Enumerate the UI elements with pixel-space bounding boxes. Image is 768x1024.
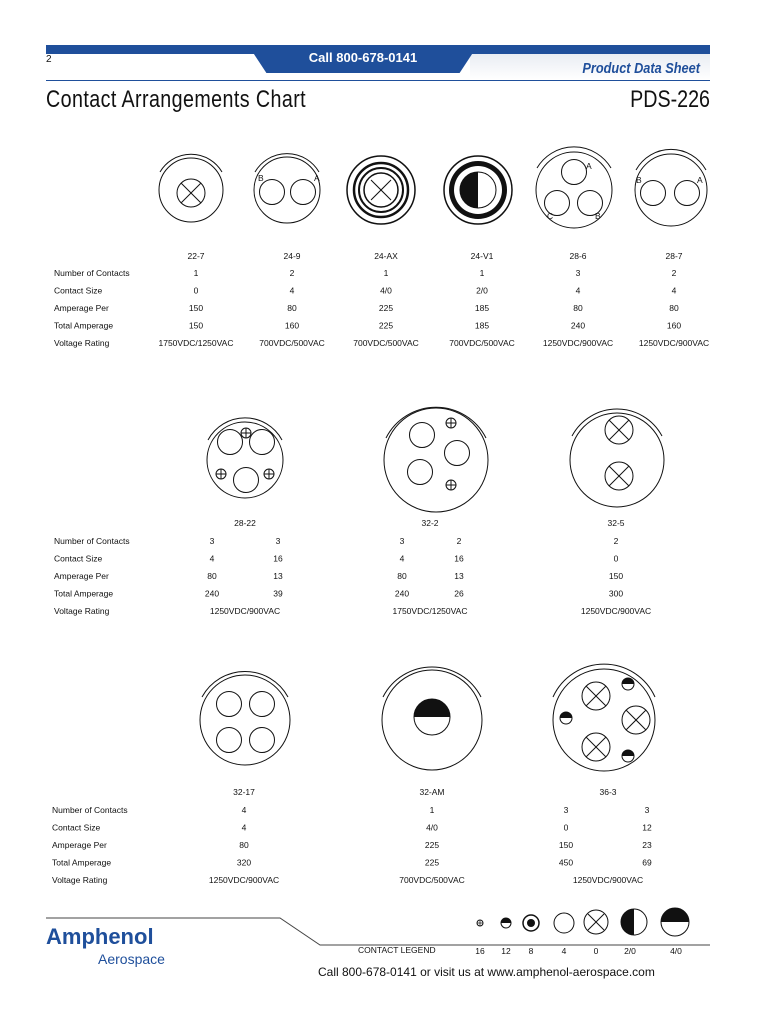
legend-size: 0 [593, 946, 599, 956]
row-label: Amperage Per [52, 840, 107, 850]
table-cell: 1250VDC/900VAC [208, 875, 280, 885]
table-cell: 160 [284, 320, 300, 331]
table-cell: 4 [241, 822, 247, 833]
arrangement-code: 32-2 [421, 518, 439, 528]
table-cell: 4/0 [426, 822, 438, 833]
table-cell: 4 [209, 553, 215, 564]
legend-symbols [477, 908, 689, 936]
table-cell: 1750VDC/1250VAC [158, 338, 234, 348]
table-cell: 225 [378, 303, 394, 313]
table-cell: 700VDC/500VAC [259, 338, 325, 348]
table-cell: 700VDC/500VAC [449, 338, 515, 348]
legend-size: 2/0 [624, 946, 636, 956]
table-cell: 1 [479, 268, 485, 278]
shell-28-22 [207, 418, 283, 498]
shell-32-17 [200, 671, 290, 765]
table-cell: 0 [613, 553, 619, 564]
row-label: Contact Size [54, 553, 103, 564]
table-cell: 225 [378, 320, 394, 331]
row-label: Amperage Per [54, 303, 109, 313]
arrangement-code: 24-AX [374, 251, 398, 261]
table-cell: 16 [273, 553, 283, 564]
table-cell: 0 [563, 822, 569, 833]
table-cell: 39 [273, 588, 283, 599]
table-cell: 1 [193, 268, 199, 278]
legend-size: 4/0 [670, 946, 682, 956]
arrangement-code: 24-V1 [470, 251, 494, 261]
pin-letter-a: A [314, 173, 320, 183]
table-cell: 150 [188, 303, 204, 313]
table-cell: 1 [429, 805, 435, 815]
table-cell: 4 [575, 285, 581, 296]
shell-28-7 [635, 149, 707, 226]
table-cell: 13 [273, 571, 283, 581]
table-cell: 4/0 [380, 285, 392, 296]
legend-size: 4 [561, 946, 567, 956]
shell-36-3 [553, 664, 655, 771]
table-cell: 700VDC/500VAC [399, 875, 465, 885]
pin-letter-c: C [547, 211, 554, 221]
table-cell: 1250VDC/900VAC [542, 338, 614, 348]
table-cell: 1750VDC/1250VAC [392, 606, 468, 616]
amphenol-logo-sub: Aerospace [98, 951, 165, 967]
row-label: Voltage Rating [54, 338, 110, 348]
arrangement-code: 22-7 [187, 251, 205, 261]
row-label: Contact Size [54, 285, 103, 296]
arrangement-code: 32-AM [419, 787, 445, 797]
legend-size: 12 [501, 946, 511, 956]
table-cell: 80 [573, 303, 583, 313]
pin-letter-a: A [586, 161, 592, 171]
table-cell: 3 [563, 805, 569, 815]
row-label: Number of Contacts [52, 805, 128, 815]
table-cell: 2 [456, 536, 462, 546]
table-cell: 4 [289, 285, 295, 296]
shell-32-2 [384, 407, 488, 512]
table-cell: 80 [207, 571, 217, 581]
legend-title: CONTACT LEGEND [358, 945, 436, 955]
table-cell: 0 [193, 285, 199, 296]
table-cell: 80 [239, 840, 249, 850]
shell-24-v1 [444, 156, 512, 224]
table-cell: 80 [287, 303, 297, 313]
table-cell: 12 [642, 822, 652, 833]
table-cell: 240 [394, 588, 410, 599]
shell-22-7 [159, 154, 223, 222]
table-cell: 2/0 [476, 285, 488, 296]
legend-size: 8 [528, 946, 534, 956]
page-number: 2 [46, 54, 52, 65]
table-cell: 320 [236, 857, 252, 868]
table-cell: 3 [644, 805, 650, 815]
shell-24-ax [347, 156, 415, 224]
table-cell: 80 [669, 303, 679, 313]
pin-letter-b: B [595, 211, 601, 221]
table-cell: 1250VDC/900VAC [638, 338, 710, 348]
spec-tables [52, 251, 709, 956]
table-cell: 3 [399, 536, 405, 546]
table-cell: 240 [204, 588, 220, 599]
header-call: Call 800-678-0141 [308, 50, 418, 65]
table-cell: 4 [671, 285, 677, 296]
pds-number: PDS-226 [630, 86, 710, 113]
arrangement-code: 28-6 [569, 251, 587, 261]
row-label: Voltage Rating [52, 875, 108, 885]
arrangement-code: 24-9 [283, 251, 301, 261]
table-cell: 3 [275, 536, 281, 546]
table-cell: 4 [399, 553, 405, 564]
table-cell: 69 [642, 857, 652, 868]
table-cell: 3 [209, 536, 215, 546]
table-cell: 2 [671, 268, 677, 278]
row-label: Total Amperage [52, 857, 112, 868]
table-cell: 23 [642, 840, 652, 850]
row-label: Number of Contacts [54, 268, 130, 278]
row-label: Contact Size [52, 822, 101, 833]
shell-32-5 [570, 409, 664, 507]
table-cell: 1250VDC/900VAC [209, 606, 281, 616]
table-cell: 1 [383, 268, 389, 278]
table-cell: 2 [613, 536, 619, 546]
table-cell: 700VDC/500VAC [353, 338, 419, 348]
arrangement-code: 28-7 [665, 251, 683, 261]
row-label: Amperage Per [54, 571, 109, 581]
table-cell: 185 [474, 320, 490, 331]
pin-letter-b: B [636, 175, 642, 185]
footer-call: Call 800-678-0141 or visit us at www.amphenol-aerospace.com [318, 965, 655, 979]
arrangement-code: 28-22 [234, 518, 256, 528]
table-cell: 13 [454, 571, 464, 581]
table-cell: 300 [608, 588, 624, 599]
table-cell: 150 [188, 320, 204, 331]
table-cell: 150 [558, 840, 574, 850]
shell-24-9 [254, 154, 320, 223]
shell-32-am [382, 667, 482, 770]
table-cell: 1250VDC/900VAC [572, 875, 644, 885]
pin-letter-b: B [258, 173, 264, 183]
table-cell: 80 [397, 571, 407, 581]
table-cell: 240 [570, 320, 586, 331]
row-label: Total Amperage [54, 320, 114, 331]
legend-size: 16 [475, 946, 485, 956]
table-cell: 450 [558, 857, 574, 868]
table-cell: 4 [241, 805, 247, 815]
table-cell: 26 [454, 588, 464, 599]
product-data-sheet-label: Product Data Sheet [582, 60, 700, 77]
pin-letter-a: A [697, 175, 703, 185]
arrangement-code: 36-3 [599, 787, 617, 797]
table-cell: 150 [608, 571, 624, 581]
table-cell: 225 [424, 857, 440, 868]
row-label: Voltage Rating [54, 606, 110, 616]
shell-28-6 [536, 147, 612, 228]
arrangement-code: 32-5 [607, 518, 625, 528]
table-cell: 16 [454, 553, 464, 564]
table-cell: 2 [289, 268, 295, 278]
page-title: Contact Arrangements Chart [46, 86, 307, 113]
arrangement-code: 32-17 [233, 787, 255, 797]
table-cell: 3 [575, 268, 581, 278]
table-cell: 225 [424, 840, 440, 850]
table-cell: 185 [474, 303, 490, 313]
table-cell: 1250VDC/900VAC [580, 606, 652, 616]
amphenol-logo: Amphenol [46, 924, 154, 949]
table-cell: 160 [666, 320, 682, 331]
row-label: Total Amperage [54, 588, 114, 599]
row-label: Number of Contacts [54, 536, 130, 546]
